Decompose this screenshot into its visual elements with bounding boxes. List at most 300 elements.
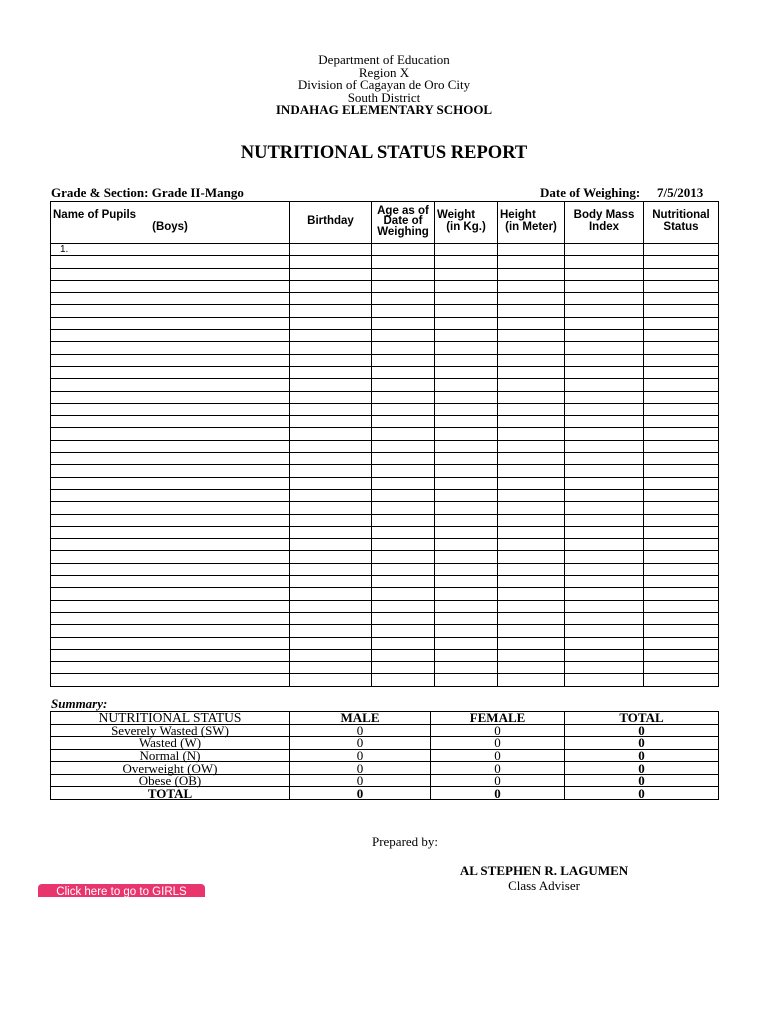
pupil-cell-age	[372, 305, 435, 317]
pupil-cell-weight	[435, 354, 498, 366]
pupil-cell-name	[51, 674, 290, 686]
pupil-cell-status	[644, 612, 719, 624]
pupil-cell-age	[372, 588, 435, 600]
pupil-cell-bmi	[565, 330, 644, 342]
pupil-cell-height	[498, 342, 565, 354]
pupil-cell-weight	[435, 502, 498, 514]
summary-row	[51, 749, 719, 762]
pupil-cell-bmi	[565, 416, 644, 428]
pupil-cell-weight	[435, 526, 498, 538]
district-line: South District	[347, 89, 421, 105]
pupil-cell-height	[498, 514, 565, 526]
girls-link-container	[38, 884, 205, 897]
pupil-cell-birthday	[290, 600, 372, 612]
pupils-header-row	[51, 202, 719, 244]
pupil-cell-age	[372, 428, 435, 440]
header-body-mass-index	[565, 202, 644, 244]
summary-status: Overweight (OW)	[51, 762, 290, 775]
pupil-cell-age	[372, 391, 435, 403]
pupil-cell-weight	[435, 305, 498, 317]
pupil-cell-birthday	[290, 588, 372, 600]
pupil-cell-bmi	[565, 244, 644, 256]
pupil-cell-name	[51, 465, 290, 477]
pupil-cell-birthday	[290, 280, 372, 292]
header-status-line-1: Nutritional	[652, 209, 710, 221]
adviser-name: AL STEPHEN R. LAGUMEN	[459, 863, 629, 878]
pupil-row	[51, 342, 719, 354]
pupil-row	[51, 539, 719, 551]
pupil-cell-height	[498, 674, 565, 686]
pupil-row	[51, 280, 719, 292]
pupil-cell-status	[644, 600, 719, 612]
pupil-cell-height	[498, 588, 565, 600]
pupil-cell-name	[51, 416, 290, 428]
pupil-row	[51, 268, 719, 280]
pupil-row	[51, 366, 719, 378]
pupil-cell-age	[372, 403, 435, 415]
summary-header-status: NUTRITIONAL STATUS	[51, 712, 290, 725]
pupil-cell-name	[51, 268, 290, 280]
pupil-cell-name	[51, 514, 290, 526]
pupil-cell-birthday	[290, 440, 372, 452]
pupil-cell-bmi	[565, 662, 644, 674]
pupil-cell-age	[372, 453, 435, 465]
pupil-cell-status	[644, 588, 719, 600]
summary-table	[50, 711, 719, 800]
header-age-line-2: Date of	[383, 215, 423, 228]
pupil-cell-age	[372, 280, 435, 292]
summary-total-female: 0	[431, 787, 565, 800]
pupil-cell-birthday	[290, 403, 372, 415]
pupil-cell-age	[372, 625, 435, 637]
pupil-cell-height	[498, 391, 565, 403]
pupil-cell-height	[498, 268, 565, 280]
pupil-cell-status	[644, 379, 719, 391]
pupil-cell-birthday	[290, 354, 372, 366]
pupil-cell-age	[372, 477, 435, 489]
pupil-cell-weight	[435, 625, 498, 637]
pupil-cell-weight	[435, 576, 498, 588]
summary-status: Severely Wasted (SW)	[51, 724, 290, 737]
pupil-row	[51, 551, 719, 563]
grade-section	[51, 186, 244, 199]
pupil-cell-height	[498, 625, 565, 637]
pupil-cell-age	[372, 649, 435, 661]
summary-male: 0	[290, 737, 431, 750]
pupil-cell-age	[372, 416, 435, 428]
summary-female: 0	[431, 724, 565, 737]
summary-female: 0	[431, 762, 565, 775]
pupil-row	[51, 305, 719, 317]
pupil-cell-bmi	[565, 453, 644, 465]
pupil-cell-weight	[435, 674, 498, 686]
pupil-cell-height	[498, 428, 565, 440]
pupil-cell-bmi	[565, 317, 644, 329]
pupils-table-header	[51, 202, 719, 244]
pupil-row	[51, 465, 719, 477]
pupil-cell-weight	[435, 514, 498, 526]
pupil-cell-bmi	[565, 514, 644, 526]
pupil-cell-status	[644, 440, 719, 452]
pupil-cell-birthday	[290, 379, 372, 391]
pupil-cell-height	[498, 637, 565, 649]
summary-header-male: MALE	[290, 712, 431, 725]
pupil-cell-name	[51, 379, 290, 391]
pupil-cell-age	[372, 244, 435, 256]
summary-total: 0	[565, 724, 719, 737]
pupil-cell-birthday	[290, 612, 372, 624]
pupil-row	[51, 588, 719, 600]
pupil-cell-status	[644, 256, 719, 268]
pupil-cell-weight	[435, 489, 498, 501]
header-age-line-3: Weighing	[377, 225, 429, 238]
pupil-cell-age	[372, 489, 435, 501]
pupil-cell-status	[644, 502, 719, 514]
pupil-cell-weight	[435, 268, 498, 280]
summary-total-row	[51, 787, 719, 800]
pupil-cell-weight	[435, 244, 498, 256]
pupil-cell-age	[372, 440, 435, 452]
pupil-cell-birthday	[290, 477, 372, 489]
pupil-cell-status	[644, 342, 719, 354]
pupil-row	[51, 502, 719, 514]
pupil-row	[51, 514, 719, 526]
pupil-cell-status	[644, 539, 719, 551]
summary-header-female: FEMALE	[431, 712, 565, 725]
pupil-cell-weight	[435, 391, 498, 403]
pupil-cell-height	[498, 280, 565, 292]
pupil-cell-birthday	[290, 576, 372, 588]
pupil-row	[51, 256, 719, 268]
pupil-cell-bmi	[565, 674, 644, 686]
pupil-cell-bmi	[565, 342, 644, 354]
grade-section-label: Grade & Section:	[51, 185, 149, 200]
pupil-cell-weight	[435, 330, 498, 342]
pupil-row	[51, 428, 719, 440]
pupil-cell-status	[644, 268, 719, 280]
pupil-cell-status	[644, 280, 719, 292]
pupil-row	[51, 354, 719, 366]
pupil-cell-age	[372, 465, 435, 477]
pupil-row	[51, 440, 719, 452]
pupil-row	[51, 293, 719, 305]
pupil-cell-status	[644, 366, 719, 378]
pupil-row	[51, 416, 719, 428]
pupil-cell-name	[51, 539, 290, 551]
summary-header-total: TOTAL	[565, 712, 719, 725]
pupil-cell-height	[498, 539, 565, 551]
pupil-row	[51, 403, 719, 415]
pupil-cell-bmi	[565, 305, 644, 317]
pupil-cell-status	[644, 416, 719, 428]
pupil-cell-name	[51, 342, 290, 354]
pupil-cell-bmi	[565, 526, 644, 538]
pupil-cell-height	[498, 576, 565, 588]
pupil-cell-birthday	[290, 453, 372, 465]
pupil-cell-status	[644, 391, 719, 403]
summary-total: 0	[565, 749, 719, 762]
pupil-cell-birthday	[290, 244, 372, 256]
pupil-cell-status	[644, 403, 719, 415]
pupil-cell-status	[644, 563, 719, 575]
pupil-row	[51, 674, 719, 686]
pupil-row	[51, 637, 719, 649]
header-height	[498, 202, 565, 244]
pupil-cell-bmi	[565, 440, 644, 452]
pupil-cell-birthday	[290, 305, 372, 317]
pupil-cell-weight	[435, 465, 498, 477]
pupil-cell-bmi	[565, 403, 644, 415]
pupil-cell-birthday	[290, 625, 372, 637]
pupil-cell-bmi	[565, 625, 644, 637]
pupil-cell-height	[498, 366, 565, 378]
pupil-cell-name	[51, 612, 290, 624]
pupil-cell-weight	[435, 662, 498, 674]
pupil-cell-age	[372, 637, 435, 649]
pupil-cell-weight	[435, 366, 498, 378]
pupil-cell-height	[498, 293, 565, 305]
pupil-row	[51, 662, 719, 674]
pupil-cell-weight	[435, 379, 498, 391]
pupil-cell-height	[498, 502, 565, 514]
pupil-cell-status	[644, 477, 719, 489]
pupil-cell-height	[498, 600, 565, 612]
pupil-cell-birthday	[290, 366, 372, 378]
pupil-cell-status	[644, 576, 719, 588]
pupil-cell-birthday	[290, 637, 372, 649]
pupil-cell-age	[372, 674, 435, 686]
adviser-role: Class Adviser	[508, 878, 580, 893]
summary-total: 0	[565, 774, 719, 787]
header-height-line-2: (in Meter)	[505, 220, 557, 233]
pupil-cell-bmi	[565, 588, 644, 600]
pupil-row	[51, 391, 719, 403]
pupil-cell-weight	[435, 539, 498, 551]
school-name: INDAHAG ELEMENTARY SCHOOL	[275, 102, 493, 118]
pupil-cell-height	[498, 551, 565, 563]
pupil-cell-age	[372, 342, 435, 354]
summary-label: Summary:	[51, 696, 108, 711]
summary-status: Normal (N)	[51, 749, 290, 762]
summary-total-label: TOTAL	[51, 787, 290, 800]
pupil-cell-height	[498, 526, 565, 538]
pupil-cell-birthday	[290, 416, 372, 428]
summary-total-male: 0	[290, 787, 431, 800]
pupil-cell-name	[51, 280, 290, 292]
pupil-cell-bmi	[565, 293, 644, 305]
summary-status: Wasted (W)	[51, 737, 290, 750]
pupil-cell-bmi	[565, 280, 644, 292]
pupil-cell-height	[498, 440, 565, 452]
pupil-row	[51, 600, 719, 612]
summary-female: 0	[431, 774, 565, 787]
pupil-cell-birthday	[290, 268, 372, 280]
pupil-cell-name	[51, 293, 290, 305]
summary-total: 0	[565, 737, 719, 750]
pupil-cell-bmi	[565, 477, 644, 489]
pupil-cell-bmi	[565, 539, 644, 551]
pupil-row	[51, 489, 719, 501]
header-age	[372, 202, 435, 244]
pupil-cell-height	[498, 465, 565, 477]
pupil-cell-name	[51, 366, 290, 378]
header-name-line-1: Name of Pupils	[53, 209, 137, 221]
pupil-row	[51, 526, 719, 538]
summary-female: 0	[431, 749, 565, 762]
pupil-cell-bmi	[565, 354, 644, 366]
pupil-cell-birthday	[290, 502, 372, 514]
pupil-cell-status	[644, 465, 719, 477]
pupil-cell-birthday	[290, 514, 372, 526]
pupil-cell-status	[644, 674, 719, 686]
pupil-cell-name	[51, 317, 290, 329]
pupil-cell-bmi	[565, 256, 644, 268]
pupil-cell-weight	[435, 477, 498, 489]
pupil-cell-age	[372, 293, 435, 305]
pupil-row	[51, 625, 719, 637]
pupil-cell-birthday	[290, 428, 372, 440]
summary-row	[51, 774, 719, 787]
pupil-cell-name	[51, 625, 290, 637]
pupil-cell-age	[372, 551, 435, 563]
pupil-cell-age	[372, 662, 435, 674]
pupil-cell-weight	[435, 256, 498, 268]
pupil-row	[51, 379, 719, 391]
pupil-row	[51, 477, 719, 489]
pupil-cell-status	[644, 625, 719, 637]
pupil-cell-weight	[435, 428, 498, 440]
pupil-cell-height	[498, 317, 565, 329]
pupil-cell-height	[498, 649, 565, 661]
header-status-line-2: Status	[663, 220, 699, 233]
pupil-cell-bmi	[565, 428, 644, 440]
pupil-cell-bmi	[565, 551, 644, 563]
pupil-cell-birthday	[290, 391, 372, 403]
pupil-cell-name	[51, 649, 290, 661]
pupil-cell-name	[51, 305, 290, 317]
pupil-cell-name	[51, 526, 290, 538]
pupil-cell-name	[51, 588, 290, 600]
pupil-cell-birthday	[290, 526, 372, 538]
pupil-cell-status	[644, 637, 719, 649]
header-birthday-line-1: Birthday	[307, 214, 354, 227]
pupil-cell-bmi	[565, 502, 644, 514]
pupil-cell-height	[498, 403, 565, 415]
pupil-cell-height	[498, 612, 565, 624]
pupil-cell-birthday	[290, 317, 372, 329]
pupil-cell-weight	[435, 280, 498, 292]
pupil-cell-status	[644, 293, 719, 305]
pupil-cell-age	[372, 576, 435, 588]
pupil-cell-name	[51, 354, 290, 366]
report-title: NUTRITIONAL STATUS REPORT	[240, 143, 528, 163]
pupil-cell-bmi	[565, 268, 644, 280]
pupil-cell-weight	[435, 453, 498, 465]
division-line: Division of Cagayan de Oro City	[297, 77, 471, 93]
pupil-cell-bmi	[565, 612, 644, 624]
pupil-cell-age	[372, 612, 435, 624]
pupil-cell-birthday	[290, 563, 372, 575]
pupil-cell-weight	[435, 600, 498, 612]
pupil-cell-name	[51, 477, 290, 489]
pupil-cell-age	[372, 366, 435, 378]
summary-male: 0	[290, 749, 431, 762]
pupil-cell-status	[644, 649, 719, 661]
pupil-cell-height	[498, 477, 565, 489]
pupil-cell-bmi	[565, 379, 644, 391]
pupil-cell-height	[498, 330, 565, 342]
pupil-cell-height	[498, 563, 565, 575]
pupil-cell-height	[498, 416, 565, 428]
pupil-cell-weight	[435, 649, 498, 661]
pupil-cell-height	[498, 354, 565, 366]
summary-male: 0	[290, 724, 431, 737]
pupil-cell-age	[372, 317, 435, 329]
header-height-line-1: Height	[500, 209, 536, 221]
pupil-cell-status	[644, 662, 719, 674]
pupil-cell-age	[372, 539, 435, 551]
summary-female: 0	[431, 737, 565, 750]
date-of-weighing-label: Date of Weighing:	[540, 185, 641, 200]
pupil-cell-status	[644, 330, 719, 342]
pupils-table	[50, 201, 719, 687]
pupil-cell-age	[372, 563, 435, 575]
go-to-girls-button[interactable]: Click here to go to GIRLS	[38, 884, 205, 897]
pupil-cell-bmi	[565, 489, 644, 501]
pupil-cell-height	[498, 305, 565, 317]
pupil-row	[51, 244, 719, 256]
pupil-row	[51, 330, 719, 342]
pupil-cell-weight	[435, 293, 498, 305]
pupil-cell-bmi	[565, 563, 644, 575]
pupil-cell-height	[498, 489, 565, 501]
pupil-cell-weight	[435, 612, 498, 624]
pupil-cell-age	[372, 526, 435, 538]
pupil-cell-birthday	[290, 256, 372, 268]
pupil-cell-bmi	[565, 649, 644, 661]
pupil-cell-birthday	[290, 330, 372, 342]
pupil-cell-name	[51, 440, 290, 452]
header-weight-line-1: Weight	[437, 209, 476, 221]
pupil-cell-age	[372, 514, 435, 526]
department-line: Department of Education	[318, 52, 450, 67]
pupil-cell-birthday	[290, 662, 372, 674]
pupil-cell-name	[51, 600, 290, 612]
pupil-cell-age	[372, 256, 435, 268]
pupil-cell-birthday	[290, 293, 372, 305]
pupil-row	[51, 612, 719, 624]
summary-status: Obese (OB)	[51, 774, 290, 787]
pupil-cell-weight	[435, 416, 498, 428]
pupil-cell-status	[644, 317, 719, 329]
pupil-cell-weight	[435, 342, 498, 354]
date-of-weighing-value: 7/5/2013	[657, 185, 704, 200]
pupil-cell-height	[498, 379, 565, 391]
pupil-cell-age	[372, 600, 435, 612]
header-name-of-pupils	[51, 202, 290, 244]
pupil-cell-height	[498, 662, 565, 674]
prepared-by-label: Prepared by:	[371, 834, 439, 849]
pupil-cell-name	[51, 330, 290, 342]
grade-section-value: Grade II-Mango	[151, 185, 244, 200]
pupil-cell-age	[372, 354, 435, 366]
pupil-row	[51, 649, 719, 661]
region-line: Region X	[358, 64, 410, 80]
pupil-cell-status	[644, 305, 719, 317]
summary-table-body	[51, 712, 719, 800]
pupil-cell-age	[372, 379, 435, 391]
pupil-cell-weight	[435, 637, 498, 649]
